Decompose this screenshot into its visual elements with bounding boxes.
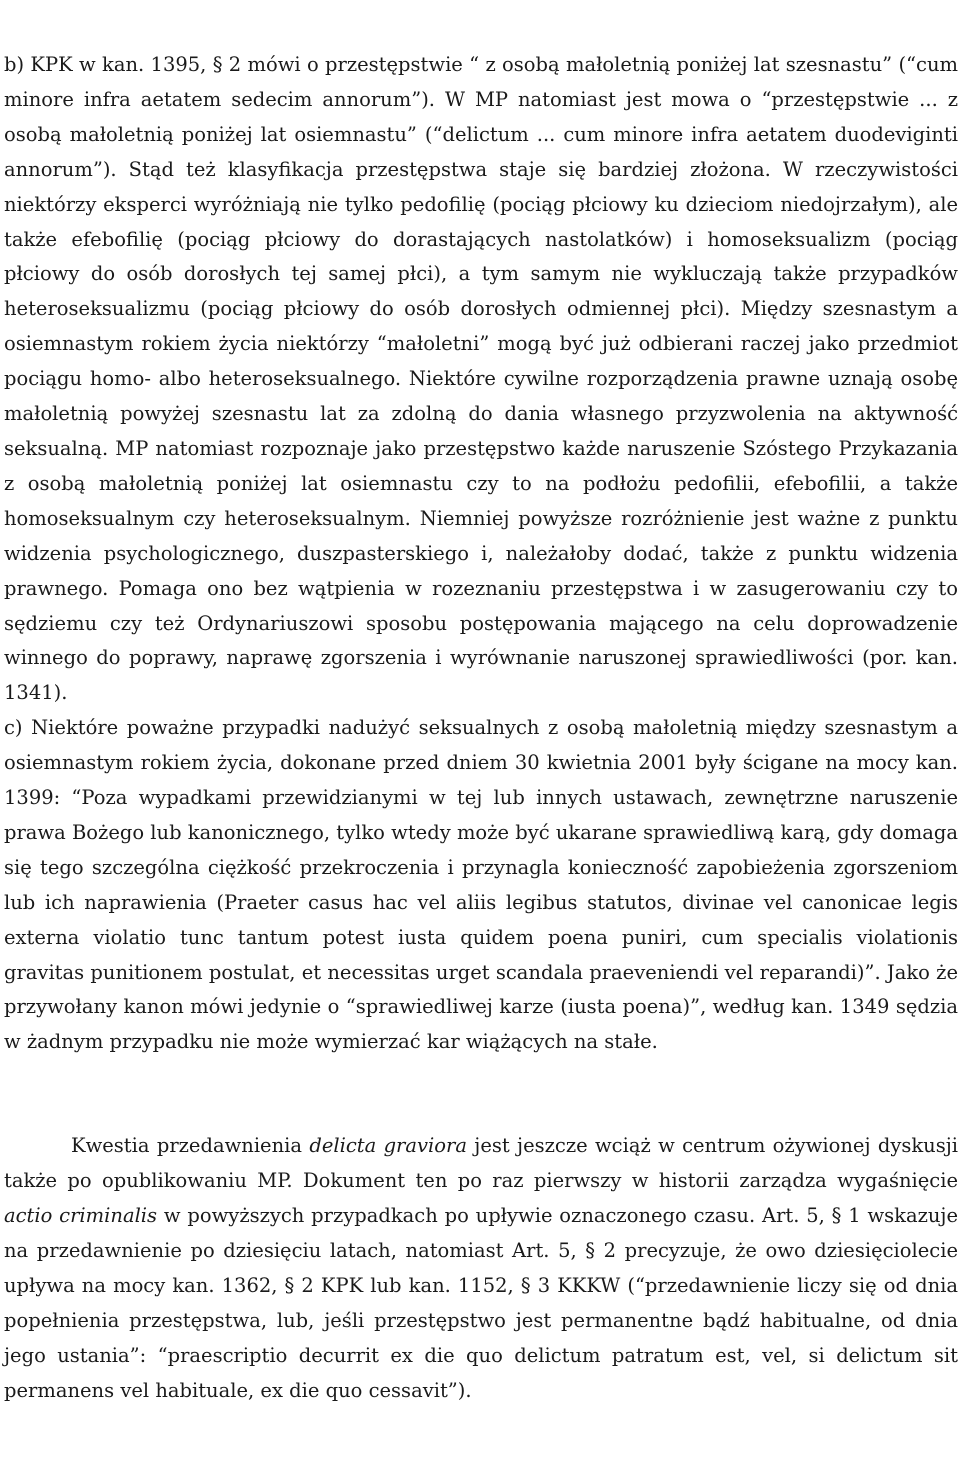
text-run: Kwestia przedawnienia [71, 1134, 310, 1158]
text-run: jest jeszcze wciąż w centrum ożywionej dyskusji także po opublikowaniu MP. Dokument ten po raz pierwszy w historii zarządza wygaśnięcie [4, 1134, 959, 1193]
paragraph-prescription [4, 1129, 958, 1408]
paragraph-c: c) Niektóre poważne przypadki nadużyć seksualnych z osobą małoletnią między szesnastym a osiemnastym rokiem życia, dokonane przed dniem 30 kwietnia 2001 były ścigane na mocy kan. 1399: “Poza wypadkami przewidzianymi w tej lub innych ustawach, zewnętrzne naruszenie prawa Bożego lub kanonicznego, tylko wtedy może być ukarane sprawiedliwą karą, gdy domaga się tego szczególna ciężkość przekroczenia i przynagla konieczność zapobieżenia zgorszeniom lub ich naprawienia (Praeter casus hac vel aliis legibus statutos, divinae vel canonicae legis externa violatio tunc tantum potest iusta quidem poena puniri, cum specialis violationis gravitas punitionem postulat, et necessitas urget scandala praeveniendi vel reparandi)”. Jako że przywołany kanon mówi jedynie o “sprawiedliwej karze (iusta poena)”, według kan. 1349 sędzia w żadnym przypadku nie może wymierzać kar wiążących na stałe. [4, 716, 958, 1054]
paragraph-b: b) KPK w kan. 1395, § 2 mówi o przestępstwie “ z osobą małoletnią poniżej lat szesnastu” (“cum minore infra aetatem sedecim annorum”). W MP natomiast jest mowa o “przestępstwie ... z osobą małoletnią poniżej lat osiemnastu” (“delictum ... cum minore infra aetatem duodeviginti annorum”). Stąd też klasyfikacja przestępstwa staje się bardziej złożona. W rzeczywistości niektórzy eksperci wyróżniają nie tylko pedofilię (pociąg płciowy ku dzieciom niedojrzałym), ale także efebofilię (pociąg płciowy do dorastających nastolatków) i homoseksualizm (pociąg płciowy do osób dorosłych tej samej płci), a tym samym nie wykluczają także przypadków heteroseksualizmu (pociąg płciowy do osób dorosłych odmiennej płci). Między szesnastym a osiemnastym rokiem życia niektórzy “małoletni” mogą być już odbierani raczej jako przedmiot pociągu homo- albo heteroseksualnego. Niektóre cywilne rozporządzenia prawne uznają osobę małoletnią powyżej szesnastu lat za zdolną do dania własnego przyzwolenia na aktywność seksualną. MP natomiast rozpoznaje jako przestępstwo każde naruszenie Szóstego Przykazania z osobą małoletnią poniżej lat osiemnastu czy to na podłożu pedofilii, efebofilii, a także homoseksualnym czy heteroseksualnym. Niemniej powyższe rozróżnienie jest ważne z punktu widzenia psychologicznego, duszpasterskiego i, należałoby dodać, także z punktu widzenia prawnego. Pomaga ono bez wątpienia w rozeznaniu przestępstwa i w zasugerowaniu czy to sędziemu czy też Ordynariuszowi sposobu postępowania mającego na celu doprowadzenie winnego do poprawy, naprawę zgorszenia i wyrównanie naruszonej sprawiedliwości (por. kan. 1341). [4, 53, 958, 705]
document-body [4, 48, 958, 1409]
text-run: w powyższych przypadkach po upływie oznaczonego czasu. Art. 5, § 1 wskazuje na przedawnienie po dziesięciu latach, natomiast Art. 5, § 2 precyzuje, że owo dziesięciolecie upływa na mocy kan. 1362, § 2 KPK lub kan. 1152, § 3 KKKW (“przedawnienie liczy się od dnia popełnienia przestępstwa, lub, jeśli przestępstwo jest permanentne bądź habitualne, od dnia jego ustania”: “praescriptio decurrit ex die quo delictum patratum est, vel, si delictum sit permanens vel habituale, ex die quo cessavit”). [4, 1204, 959, 1402]
italic-term-actio-criminalis: actio criminalis [4, 1204, 158, 1228]
italic-term-delicta-graviora: delicta graviora [309, 1134, 467, 1158]
paragraph-gap [4, 1060, 958, 1129]
